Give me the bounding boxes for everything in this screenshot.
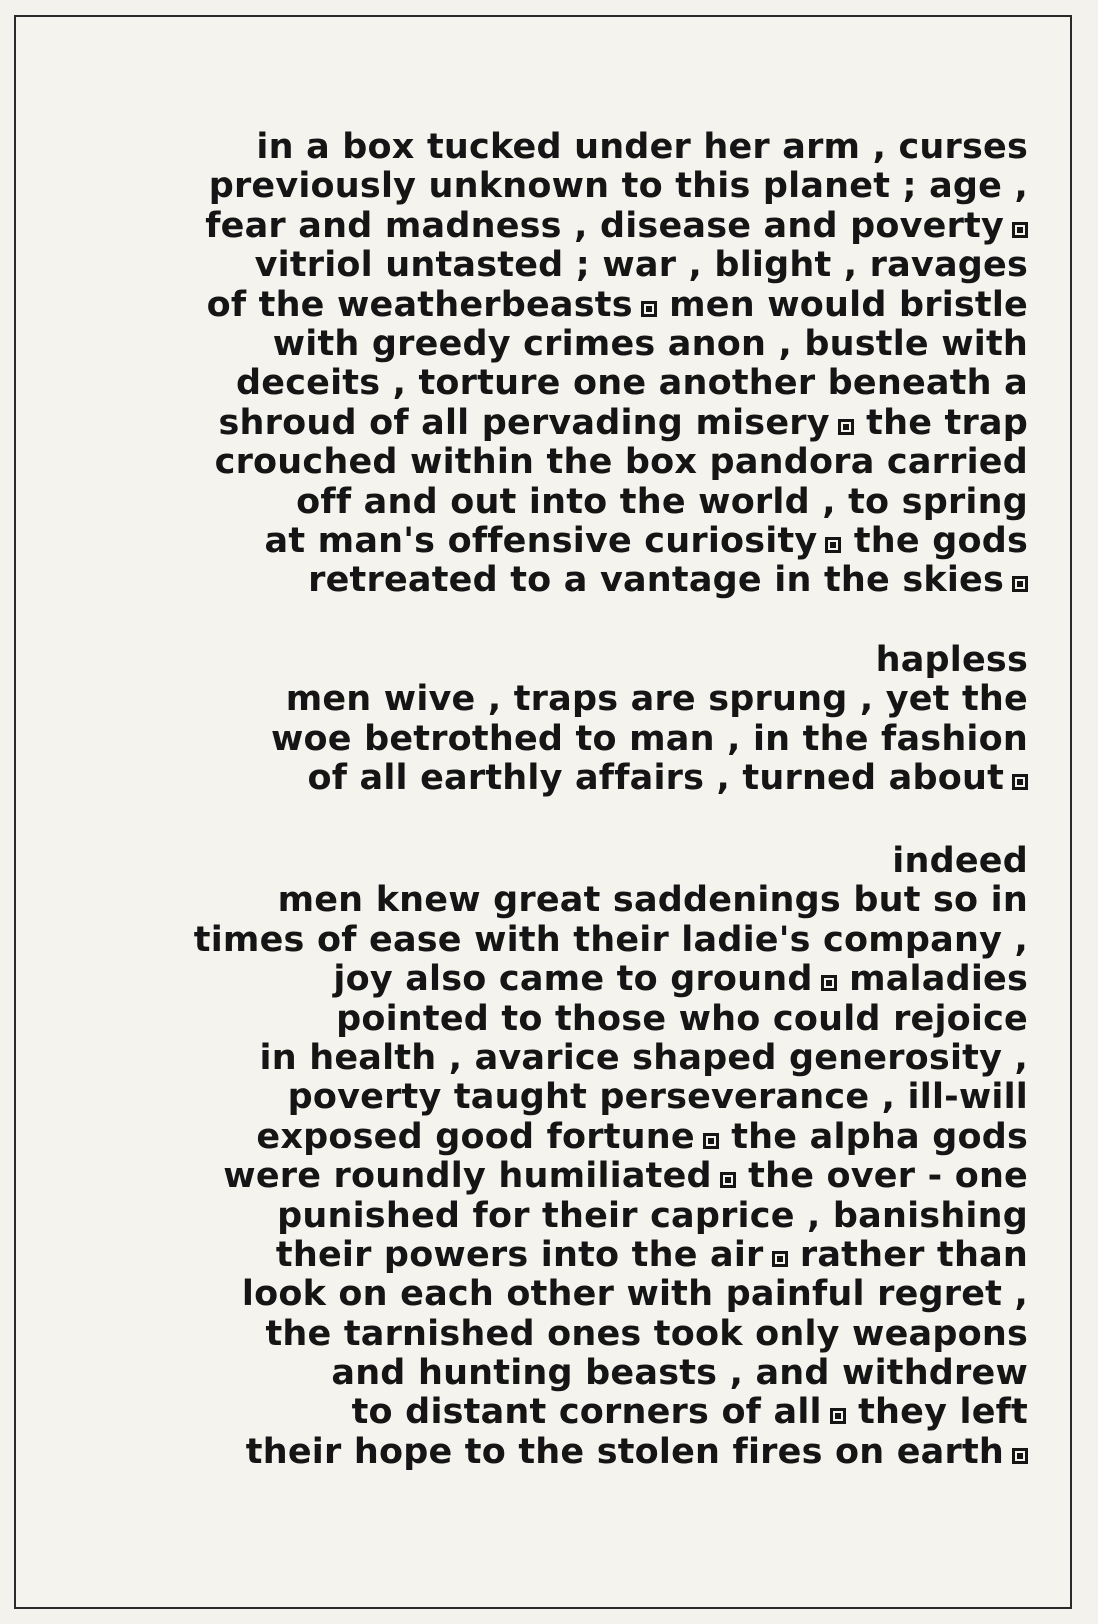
square-mark-icon [703,1133,719,1149]
verse-line [205,522,1028,561]
verse-line-text: of all earthly affairs , turned about [307,758,1004,799]
verse-line-continuation: the trap [866,402,1028,443]
verse-line [194,1078,1028,1117]
verse-line-text: off and out into the world , to spring [296,481,1028,522]
square-mark-icon [838,419,854,435]
verse-line-text: their hope to the stolen fires on earth [245,1431,1004,1472]
square-mark-icon [641,301,657,317]
verse-line [205,364,1028,403]
verse-line-text: pointed to those who could rejoice [336,998,1028,1039]
square-mark-icon [772,1251,788,1267]
verse-line [271,720,1028,759]
verse-line-text: at man's offensive curiosity [264,520,818,561]
verse-line-text: with greedy crimes anon , bustle with [272,323,1028,364]
verse-line [194,1433,1028,1472]
verse-line [194,1039,1028,1078]
verse-line [205,561,1028,600]
verse-line-text: men wive , traps are sprung , yet the [285,679,1028,720]
verse-line-text: look on each other with painful regret , [241,1274,1028,1315]
verse-line [194,960,1028,999]
verse-line-text: exposed good fortune [256,1116,695,1157]
square-mark-icon [1012,774,1028,790]
verse-line [194,1118,1028,1157]
verse-line [194,881,1028,920]
verse-line-text: their powers into the air [275,1234,764,1275]
verse-line [205,128,1028,167]
verse-line [194,1393,1028,1432]
verse-line [205,207,1028,246]
verse-line [205,443,1028,482]
verse-line-text: indeed [892,841,1028,881]
verse-line-continuation: they left [858,1392,1028,1433]
verse-line [205,325,1028,364]
verse-line-text: punished for their caprice , banishing [277,1195,1028,1236]
verse-line [271,641,1028,680]
verse-line-text: were roundly humiliated [223,1156,712,1197]
verse-line [205,167,1028,206]
square-mark-icon [821,975,837,991]
verse-line-text: woe betrothed to man , in the fashion [270,718,1028,759]
verse-line [271,680,1028,719]
verse-line-continuation: the over - one [748,1156,1028,1197]
verse-line-text: crouched within the box pandora carried [214,442,1028,483]
verse-line [194,1157,1028,1196]
verse-line-text: fear and madness , disease and poverty [205,205,1004,246]
verse-line-text: the tarnished ones took only weapons [265,1313,1028,1354]
verse-line-text: of the weatherbeasts [206,284,633,325]
verse-line [194,1354,1028,1393]
square-mark-icon [1012,576,1028,592]
verse-line-text: hapless [875,640,1028,680]
passage-pandora [205,128,1028,601]
verse-line-continuation: the alpha gods [731,1116,1028,1157]
verse-line [205,246,1028,285]
square-mark-icon [825,537,841,553]
verse-line [194,1000,1028,1039]
verse-line [205,404,1028,443]
verse-line [194,1236,1028,1275]
verse-line-text: in a box tucked under her arm , curses [256,127,1028,167]
verse-line [194,1315,1028,1354]
verse-line-text: and hunting beasts , and withdrew [331,1353,1028,1394]
verse-line [194,1275,1028,1314]
verse-line [194,842,1028,881]
verse-line-continuation: maladies [849,959,1028,1000]
verse-line-text: to distant corners of all [351,1392,822,1433]
verse-line [194,1197,1028,1236]
verse-line-text: poverty taught perseverance , ill-will [287,1077,1028,1118]
verse-line-continuation: men would bristle [669,284,1028,325]
verse-line-continuation: the gods [853,520,1028,561]
verse-line-text: times of ease with their ladie's company , [193,919,1028,960]
verse-line-text: in health , avarice shaped generosity , [259,1037,1028,1078]
verse-line-text: retreated to a vantage in the skies [308,560,1004,601]
passage-indeed [194,842,1028,1472]
verse-line-text: vitriol untasted ; war , blight , ravages [254,245,1028,286]
verse-line-text: shroud of all pervading misery [218,402,830,443]
square-mark-icon [1012,1448,1028,1464]
square-mark-icon [830,1408,846,1424]
verse-line-text: previously unknown to this planet ; age , [208,166,1028,207]
square-mark-icon [720,1172,736,1188]
verse-line [205,286,1028,325]
verse-line-continuation: rather than [799,1234,1028,1275]
verse-line [271,759,1028,798]
verse-line [194,921,1028,960]
verse-line [205,483,1028,522]
verse-line-text: deceits , torture one another beneath a [236,363,1028,404]
verse-line-text: joy also came to ground [333,959,813,1000]
passage-hapless [271,641,1028,799]
square-mark-icon [1012,222,1028,238]
verse-line-text: men knew great saddenings but so in [277,880,1028,921]
